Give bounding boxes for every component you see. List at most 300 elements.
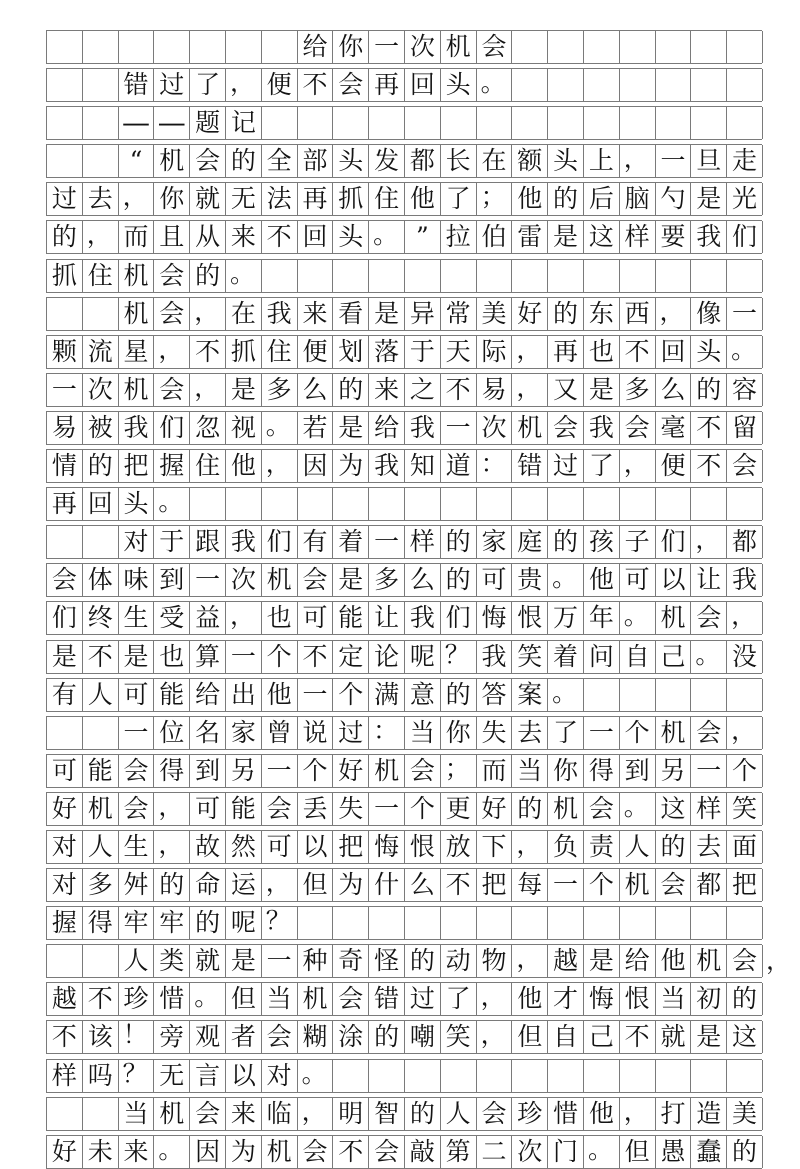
grid-cell-char: ， — [83, 221, 119, 253]
grid-cell-char: 是 — [584, 374, 620, 406]
grid-cell-char: 美 — [477, 298, 513, 330]
grid-cell-char: 观 — [190, 1021, 226, 1053]
grid-cell-char: 失 — [333, 793, 369, 825]
grid-cell-empty — [512, 69, 548, 101]
grid-cell-char: 会 — [477, 31, 513, 63]
grid-cell-char: 会 — [154, 374, 190, 406]
grid-cell-char: ， — [727, 602, 763, 634]
grid-cell-char: ： — [477, 450, 513, 482]
grid-cell-char: 家 — [477, 526, 513, 558]
grid-cell-char: 个 — [727, 755, 763, 787]
grid-cell-char: 放 — [441, 831, 477, 863]
grid-cell-char: 得 — [83, 907, 119, 939]
grid-cell-empty — [47, 69, 83, 101]
grid-cell-char: 该 — [83, 1021, 119, 1053]
grid-cell-char: 当 — [656, 983, 692, 1015]
grid-cell-char: 造 — [691, 1098, 727, 1130]
grid-cell-char: 错 — [119, 69, 155, 101]
grid-cell-char: 恨 — [512, 602, 548, 634]
grid-cell-char: 运 — [226, 869, 262, 901]
grid-cell-char: 生 — [119, 831, 155, 863]
grid-cell-char: 。 — [548, 679, 584, 711]
grid-cell-char: 全 — [262, 145, 298, 177]
grid-cell-char: 会 — [298, 564, 334, 596]
grid-cell-char: 一 — [47, 374, 83, 406]
grid-cell-char: 我 — [369, 450, 405, 482]
grid-cell-empty — [512, 260, 548, 292]
grid-cell-char: 自 — [620, 641, 656, 673]
grid-cell-char: 不 — [441, 869, 477, 901]
grid-cell-empty — [333, 1060, 369, 1092]
grid-cell-char: 会 — [620, 412, 656, 444]
grid-cell-char: 案 — [512, 679, 548, 711]
grid-cell-char: 一 — [369, 793, 405, 825]
grid-cell-char: 错 — [512, 450, 548, 482]
grid-cell-char: 来 — [298, 298, 334, 330]
grid-row — [46, 106, 762, 140]
grid-cell-char: 不 — [190, 336, 226, 368]
grid-cell-empty — [83, 526, 119, 558]
grid-cell-char: 天 — [441, 336, 477, 368]
grid-row — [46, 1135, 762, 1169]
grid-cell-char: 次 — [477, 412, 513, 444]
grid-cell-char: 问 — [584, 641, 620, 673]
grid-cell-char: 旦 — [691, 145, 727, 177]
grid-cell-char: 满 — [369, 679, 405, 711]
grid-cell-char: 握 — [47, 907, 83, 939]
grid-cell-char: 看 — [333, 298, 369, 330]
grid-cell-char: 一 — [727, 298, 763, 330]
grid-cell-char: 不 — [298, 641, 334, 673]
grid-cell-char: 来 — [369, 374, 405, 406]
grid-cell-char: 我 — [691, 221, 727, 253]
grid-cell-empty — [369, 488, 405, 520]
grid-cell-char: 另 — [656, 755, 692, 787]
grid-cell-char: 答 — [477, 679, 513, 711]
grid-cell-char: 但 — [298, 869, 334, 901]
grid-cell-char: 能 — [226, 793, 262, 825]
grid-cell-empty — [620, 31, 656, 63]
grid-cell-empty — [656, 260, 692, 292]
grid-cell-char: 过 — [548, 450, 584, 482]
grid-cell-char: 会 — [691, 717, 727, 749]
grid-cell-char: 么 — [405, 869, 441, 901]
grid-cell-empty — [548, 107, 584, 139]
grid-cell-char: 们 — [262, 526, 298, 558]
grid-cell-empty — [620, 679, 656, 711]
grid-cell-char: 住 — [262, 336, 298, 368]
grid-cell-char: 下 — [477, 831, 513, 863]
grid-cell-char: 会 — [584, 793, 620, 825]
grid-cell-char: 会 — [548, 412, 584, 444]
grid-cell-char: 他 — [656, 945, 692, 977]
grid-row — [46, 220, 762, 254]
grid-cell-char: 可 — [620, 564, 656, 596]
grid-cell-empty — [441, 1060, 477, 1092]
grid-cell-char: 当 — [119, 1098, 155, 1130]
grid-cell-empty — [298, 488, 334, 520]
grid-cell-char: ， — [512, 336, 548, 368]
grid-cell-char: 一 — [190, 564, 226, 596]
grid-cell-char: 悔 — [584, 983, 620, 1015]
grid-cell-char: 。 — [226, 260, 262, 292]
grid-cell-char: 对 — [47, 869, 83, 901]
grid-cell-char: 记 — [226, 107, 262, 139]
grid-cell-empty — [512, 907, 548, 939]
grid-cell-char: 无 — [226, 183, 262, 215]
grid-cell-char: 的 — [154, 869, 190, 901]
grid-cell-empty — [369, 107, 405, 139]
grid-cell-char: 对 — [119, 526, 155, 558]
grid-cell-empty — [477, 907, 513, 939]
grid-cell-char: 人 — [119, 945, 155, 977]
grid-cell-char: 会 — [119, 755, 155, 787]
grid-cell-char: 们 — [47, 602, 83, 634]
grid-cell-char: 我 — [119, 412, 155, 444]
grid-cell-char: 着 — [548, 641, 584, 673]
grid-cell-char: 不 — [333, 1136, 369, 1168]
grid-cell-empty — [656, 31, 692, 63]
grid-cell-char: 旁 — [154, 1021, 190, 1053]
grid-cell-char: 以 — [298, 831, 334, 863]
grid-cell-empty — [477, 260, 513, 292]
grid-cell-empty — [262, 260, 298, 292]
grid-cell-char: ？ — [119, 1060, 155, 1092]
grid-cell-char: 毫 — [656, 412, 692, 444]
grid-cell-empty — [691, 107, 727, 139]
grid-cell-empty — [656, 69, 692, 101]
grid-cell-empty — [477, 1060, 513, 1092]
grid-cell-empty — [691, 907, 727, 939]
grid-cell-char: 给 — [190, 679, 226, 711]
grid-cell-char: 自 — [548, 1021, 584, 1053]
grid-cell-char: 在 — [226, 298, 262, 330]
grid-cell-char: 吗 — [83, 1060, 119, 1092]
grid-cell-char: 机 — [656, 717, 692, 749]
grid-cell-char: 这 — [656, 793, 692, 825]
grid-cell-char: 得 — [584, 755, 620, 787]
grid-cell-empty — [727, 31, 763, 63]
grid-cell-char: 再 — [548, 336, 584, 368]
grid-cell-char: 为 — [333, 450, 369, 482]
grid-cell-char: 又 — [548, 374, 584, 406]
grid-cell-char: ” — [405, 221, 441, 253]
grid-cell-char: 机 — [620, 869, 656, 901]
grid-cell-char: 。 — [584, 1136, 620, 1168]
grid-cell-char: 一 — [226, 641, 262, 673]
grid-cell-char: 像 — [691, 298, 727, 330]
grid-cell-char: 后 — [584, 183, 620, 215]
grid-cell-empty — [548, 907, 584, 939]
grid-cell-char: 一 — [441, 412, 477, 444]
grid-cell-char: 人 — [83, 831, 119, 863]
grid-cell-char: 年 — [584, 602, 620, 634]
grid-cell-char: 一 — [369, 31, 405, 63]
grid-cell-char: 一 — [656, 145, 692, 177]
grid-cell-char: 失 — [477, 717, 513, 749]
grid-cell-char: 能 — [333, 602, 369, 634]
grid-cell-char: 为 — [226, 1136, 262, 1168]
grid-cell-char: 临 — [262, 1098, 298, 1130]
grid-cell-char: 机 — [441, 31, 477, 63]
grid-cell-char: 便 — [656, 450, 692, 482]
grid-cell-empty — [727, 1060, 763, 1092]
grid-cell-char: 好 — [47, 1136, 83, 1168]
grid-cell-char: 就 — [190, 183, 226, 215]
grid-cell-char: 恨 — [620, 983, 656, 1015]
grid-cell-char: 打 — [656, 1098, 692, 1130]
grid-cell-char: 。 — [620, 793, 656, 825]
grid-cell-char: 得 — [154, 755, 190, 787]
grid-cell-char: 便 — [298, 336, 334, 368]
grid-cell-char: ： — [369, 717, 405, 749]
grid-cell-char: ， — [226, 602, 262, 634]
grid-cell-char: 光 — [727, 183, 763, 215]
grid-cell-char: 了 — [584, 450, 620, 482]
grid-cell-empty — [405, 1060, 441, 1092]
grid-cell-char: 且 — [154, 221, 190, 253]
grid-cell-char: 到 — [154, 564, 190, 596]
grid-cell-char: 住 — [83, 260, 119, 292]
grid-cell-empty — [83, 31, 119, 63]
grid-cell-char: 的 — [656, 831, 692, 863]
grid-cell-char: 多 — [262, 374, 298, 406]
grid-cell-empty — [83, 717, 119, 749]
grid-cell-char: 来 — [119, 1136, 155, 1168]
grid-cell-char: 是 — [333, 412, 369, 444]
grid-cell-char: 但 — [512, 1021, 548, 1053]
grid-cell-char: 着 — [333, 526, 369, 558]
grid-cell-char: 命 — [190, 869, 226, 901]
grid-cell-char: 我 — [727, 564, 763, 596]
grid-cell-char: 笑 — [441, 1021, 477, 1053]
grid-cell-char: 无 — [154, 1060, 190, 1092]
grid-cell-empty — [656, 907, 692, 939]
grid-cell-empty — [83, 298, 119, 330]
grid-cell-char: 机 — [656, 602, 692, 634]
grid-cell-char: 的 — [512, 793, 548, 825]
grid-cell-char: 机 — [298, 983, 334, 1015]
grid-cell-char: 多 — [620, 374, 656, 406]
grid-cell-char: 过 — [154, 69, 190, 101]
grid-cell-empty — [47, 145, 83, 177]
grid-cell-char: 留 — [727, 412, 763, 444]
grid-cell-char: 我 — [405, 602, 441, 634]
grid-cell-char: 可 — [190, 793, 226, 825]
grid-cell-char: 然 — [226, 831, 262, 863]
grid-cell-char: 了 — [441, 983, 477, 1015]
grid-cell-empty — [691, 1060, 727, 1092]
grid-cell-char: 孩 — [584, 526, 620, 558]
grid-cell-char: 样 — [691, 793, 727, 825]
grid-cell-char: 可 — [47, 755, 83, 787]
grid-cell-char: 我 — [477, 641, 513, 673]
grid-cell-char: 脑 — [620, 183, 656, 215]
grid-cell-char: 次 — [512, 1136, 548, 1168]
grid-cell-char: 越 — [47, 983, 83, 1015]
grid-cell-char: 流 — [83, 336, 119, 368]
grid-cell-char: 因 — [298, 450, 334, 482]
grid-cell-char: 初 — [691, 983, 727, 1015]
grid-cell-char: 。 — [154, 488, 190, 520]
grid-cell-char: 对 — [47, 831, 83, 863]
grid-cell-empty — [548, 260, 584, 292]
grid-cell-char: 划 — [333, 336, 369, 368]
grid-cell-empty — [727, 260, 763, 292]
grid-cell-char: 个 — [620, 717, 656, 749]
grid-cell-char: 。 — [262, 412, 298, 444]
grid-cell-char: 是 — [47, 641, 83, 673]
grid-cell-char: 的 — [441, 679, 477, 711]
grid-cell-char: 个 — [333, 679, 369, 711]
grid-row — [46, 830, 762, 864]
grid-cell-char: 味 — [119, 564, 155, 596]
grid-cell-char: 们 — [656, 526, 692, 558]
grid-cell-char: 说 — [298, 717, 334, 749]
grid-cell-char: 头 — [119, 488, 155, 520]
grid-cell-char: 是 — [691, 183, 727, 215]
grid-cell-char: 把 — [333, 831, 369, 863]
grid-cell-char: 嘲 — [405, 1021, 441, 1053]
grid-cell-char: 不 — [620, 1021, 656, 1053]
grid-cell-char: 个 — [262, 641, 298, 673]
grid-cell-char: 颗 — [47, 336, 83, 368]
grid-cell-char: 。 — [620, 602, 656, 634]
grid-cell-char: 了 — [190, 69, 226, 101]
grid-cell-empty — [369, 260, 405, 292]
grid-cell-char: 当 — [512, 755, 548, 787]
grid-cell-char: 好 — [47, 793, 83, 825]
grid-cell-char: 不 — [620, 336, 656, 368]
grid-cell-char: 物 — [477, 945, 513, 977]
grid-cell-char: 会 — [154, 260, 190, 292]
margin-overflow-punctuation: ， — [766, 946, 792, 976]
grid-row — [46, 1097, 762, 1131]
grid-cell-char: 我 — [405, 412, 441, 444]
grid-cell-char: ； — [441, 755, 477, 787]
grid-cell-char: 知 — [405, 450, 441, 482]
grid-cell-char: ， — [154, 831, 190, 863]
grid-row — [46, 754, 762, 788]
grid-cell-char: 头 — [333, 145, 369, 177]
grid-cell-char: 让 — [691, 564, 727, 596]
grid-cell-char: 不 — [691, 412, 727, 444]
grid-cell-empty — [727, 488, 763, 520]
grid-cell-char: 惜 — [154, 983, 190, 1015]
grid-cell-empty — [369, 1060, 405, 1092]
grid-cell-char: 机 — [119, 260, 155, 292]
grid-cell-char: 把 — [727, 869, 763, 901]
grid-cell-char: ， — [298, 1098, 334, 1130]
grid-cell-char: 去 — [512, 717, 548, 749]
grid-cell-char: ， — [512, 945, 548, 977]
grid-cell-empty — [226, 31, 262, 63]
grid-cell-char: 若 — [298, 412, 334, 444]
grid-cell-char: 能 — [154, 679, 190, 711]
grid-cell-char: 意 — [405, 679, 441, 711]
grid-cell-char: 有 — [298, 526, 334, 558]
grid-cell-char: 上 — [584, 145, 620, 177]
grid-row — [46, 144, 762, 178]
grid-cell-empty — [691, 69, 727, 101]
grid-cell-empty — [656, 679, 692, 711]
grid-cell-char: 的 — [548, 298, 584, 330]
grid-cell-char: ？ — [441, 641, 477, 673]
grid-row — [46, 1020, 762, 1054]
grid-cell-char: 抓 — [333, 183, 369, 215]
grid-cell-char: 惜 — [548, 1098, 584, 1130]
grid-cell-char: 奇 — [333, 945, 369, 977]
grid-cell-char: 都 — [405, 145, 441, 177]
grid-cell-char: 额 — [512, 145, 548, 177]
grid-cell-char: 住 — [190, 450, 226, 482]
grid-cell-char: 会 — [47, 564, 83, 596]
grid-cell-char: 不 — [83, 983, 119, 1015]
grid-cell-empty — [727, 69, 763, 101]
grid-cell-char: 过 — [47, 183, 83, 215]
grid-cell-char: 过 — [333, 717, 369, 749]
grid-cell-empty — [262, 31, 298, 63]
grid-cell-char: 机 — [691, 945, 727, 977]
grid-cell-char: 回 — [298, 221, 334, 253]
grid-cell-char: 给 — [369, 412, 405, 444]
grid-cell-empty — [333, 488, 369, 520]
grid-cell-char: 的 — [83, 450, 119, 482]
grid-cell-char: 好 — [333, 755, 369, 787]
grid-cell-char: 题 — [190, 107, 226, 139]
grid-cell-char: 二 — [477, 1136, 513, 1168]
grid-cell-char: 的 — [727, 983, 763, 1015]
grid-cell-char: 者 — [226, 1021, 262, 1053]
grid-cell-empty — [512, 107, 548, 139]
grid-cell-char: 。 — [548, 564, 584, 596]
grid-cell-char: 动 — [441, 945, 477, 977]
grid-cell-empty — [584, 488, 620, 520]
grid-cell-empty — [47, 107, 83, 139]
grid-cell-char: ， — [620, 1098, 656, 1130]
grid-row — [46, 944, 792, 978]
grid-cell-char: 忽 — [190, 412, 226, 444]
grid-cell-empty — [548, 69, 584, 101]
grid-cell-char: 部 — [298, 145, 334, 177]
grid-cell-char: 不 — [83, 641, 119, 673]
grid-cell-char: 他 — [512, 983, 548, 1015]
grid-cell-char: 是 — [226, 945, 262, 977]
grid-cell-char: 言 — [190, 1060, 226, 1092]
grid-cell-char: ， — [226, 69, 262, 101]
grid-cell-char: 法 — [262, 183, 298, 215]
grid-cell-char: 不 — [691, 450, 727, 482]
grid-cell-char: 拉 — [441, 221, 477, 253]
grid-cell-char: 糊 — [298, 1021, 334, 1053]
grid-cell-char: 会 — [262, 793, 298, 825]
grid-cell-char: 我 — [226, 526, 262, 558]
grid-cell-empty — [512, 31, 548, 63]
grid-cell-char: 门 — [548, 1136, 584, 1168]
grid-cell-empty — [47, 298, 83, 330]
grid-cell-char: 好 — [512, 298, 548, 330]
grid-cell-char: 类 — [154, 945, 190, 977]
grid-cell-empty — [620, 1060, 656, 1092]
grid-cell-char: 恨 — [405, 831, 441, 863]
grid-cell-char: 机 — [262, 1136, 298, 1168]
grid-cell-char: 不 — [262, 221, 298, 253]
grid-cell-char: 落 — [369, 336, 405, 368]
grid-cell-char: ， — [154, 793, 190, 825]
grid-row — [46, 792, 762, 826]
grid-cell-char: — — [119, 107, 155, 139]
grid-cell-char: 怪 — [369, 945, 405, 977]
